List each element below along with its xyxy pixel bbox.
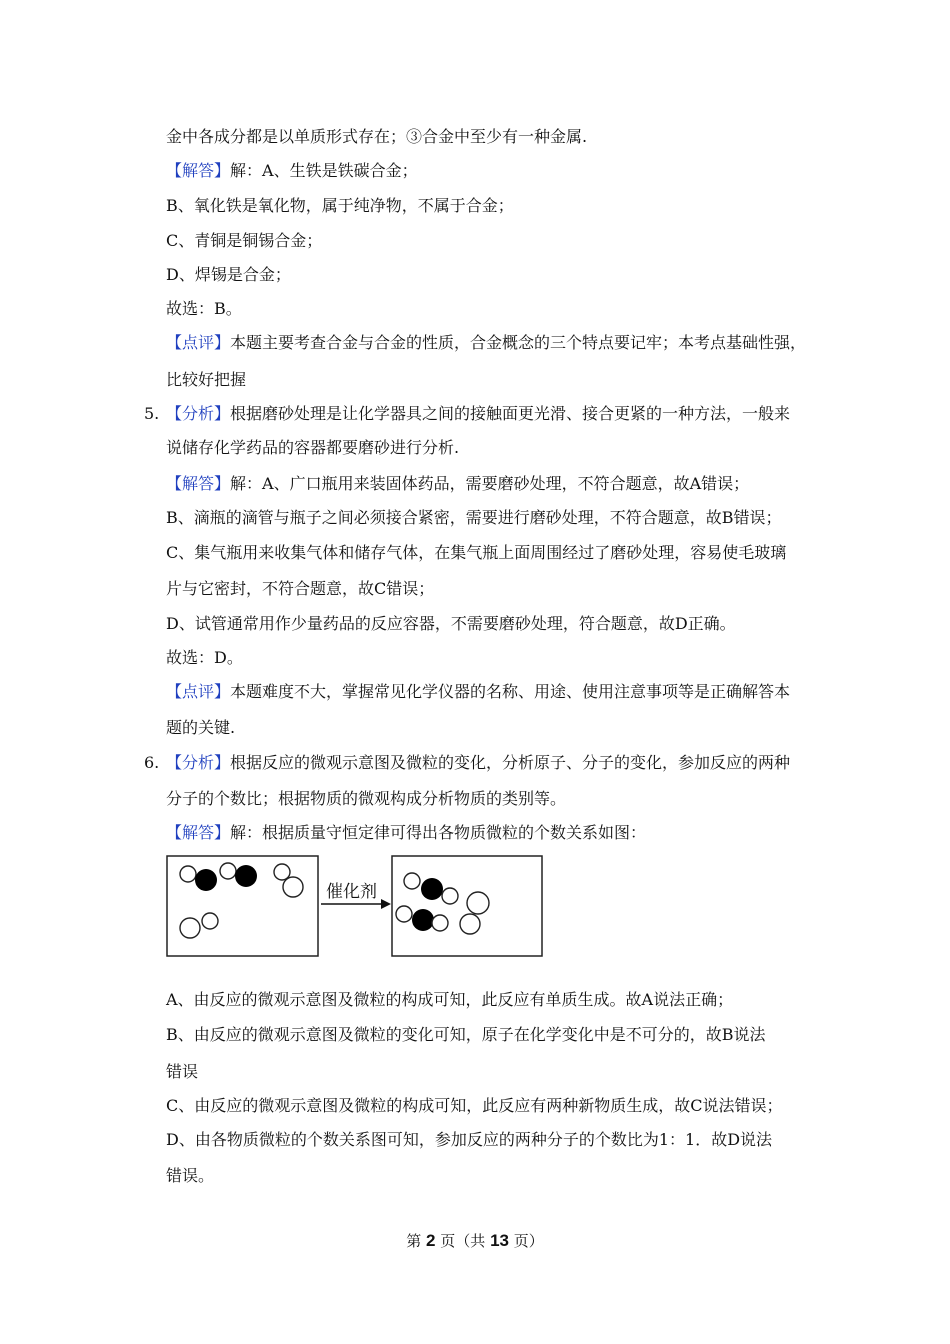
atom-white [432, 915, 448, 931]
atom-black [235, 865, 257, 887]
section-tag: 【分析】 [166, 404, 231, 423]
line-text: C、由反应的微观示意图及微粒的构成可知，此反应有两种新物质生成，故C说法错误； [166, 1096, 783, 1115]
text-line [166, 1130, 772, 1150]
text-line [166, 1096, 783, 1116]
line-text: 分子的个数比；根据物质的微观构成分析物质的类别等。 [166, 789, 567, 808]
line-text: 错误。 [166, 1166, 215, 1185]
atom-white [404, 873, 420, 889]
text-line [166, 508, 782, 528]
question-number: 5. [144, 404, 160, 423]
text-line [166, 579, 434, 599]
footer-total-pages: 13 [490, 1231, 509, 1250]
line-text: 错误 [166, 1062, 199, 1081]
line-text: 说储存化学药品的容器都要磨砂进行分析. [166, 438, 460, 457]
text-line [166, 753, 790, 773]
footer-prefix: 第 [406, 1232, 422, 1250]
text-line [166, 231, 322, 251]
atom-black [412, 909, 434, 931]
atom-black [195, 869, 217, 891]
text-line [166, 682, 790, 702]
atom-white [460, 914, 480, 934]
line-text: 解：A、广口瓶用来装固体药品，需要磨砂处理，不符合题意，故A错误； [230, 474, 750, 493]
text-line [166, 990, 733, 1010]
atom-white [180, 866, 196, 882]
line-text: 根据磨砂处理是让化学器具之间的接触面更光滑、接合更紧的一种方法，一般来 [230, 404, 791, 423]
line-text: 根据反应的微观示意图及微粒的变化，分析原子、分子的变化，参加反应的两种 [230, 753, 791, 772]
catalyst-label: 催化剂 [326, 882, 377, 901]
line-text: 比较好把握 [166, 370, 247, 389]
line-text: D、试管通常用作少量药品的反应容器，不需要磨砂处理，符合题意，故D正确。 [166, 614, 736, 633]
text-line [166, 543, 786, 563]
text-line [166, 438, 459, 458]
line-text: C、青铜是铜锡合金； [166, 231, 323, 250]
section-tag: 【点评】 [166, 333, 231, 352]
text-line [166, 718, 235, 738]
section-tag: 【点评】 [166, 682, 231, 701]
text-line [166, 1025, 766, 1045]
footer-mid: 页（共 [440, 1232, 486, 1250]
line-text: 题的关键. [166, 718, 236, 737]
line-text: B、滴瓶的滴管与瓶子之间必须接合紧密，需要进行磨砂处理，不符合题意，故B错误； [166, 508, 782, 527]
footer-suffix: 页） [513, 1232, 544, 1250]
line-text: 本题难度不大，掌握常见化学仪器的名称、用途、使用注意事项等是正确解答本 [230, 682, 791, 701]
line-text: A、由反应的微观示意图及微粒的构成可知，此反应有单质生成。故A说法正确； [166, 990, 734, 1009]
line-text: 本题主要考查合金与合金的性质，合金概念的三个特点要记牢；本考点基础性强， [230, 333, 807, 352]
atom-white [467, 892, 489, 914]
text-line [166, 370, 246, 390]
atom-white [274, 864, 290, 880]
line-text: 故选：B。 [166, 299, 242, 318]
line-text: 解：根据质量守恒定律可得出各物质微粒的个数关系如图： [230, 823, 647, 842]
text-line [166, 474, 749, 494]
section-tag: 【分析】 [166, 753, 231, 772]
line-text: C、集气瓶用来收集气体和储存气体，在集气瓶上面周围经过了磨砂处理，容易使毛玻璃 [166, 543, 787, 562]
text-line [166, 823, 646, 843]
section-tag: 【解答】 [166, 161, 231, 180]
question-number: 6. [144, 753, 160, 772]
text-line [166, 127, 587, 147]
section-tag: 【解答】 [166, 474, 231, 493]
atom-white [202, 913, 218, 929]
reaction-diagram [166, 852, 546, 962]
line-text: B、氧化铁是氧化物，属于纯净物，不属于合金； [166, 196, 514, 215]
section-tag: 【解答】 [166, 823, 231, 842]
reaction-diagram-svg [166, 852, 546, 962]
line-text: D、由各物质微粒的个数关系图可知，参加反应的两种分子的个数比为1：1．故D说法 [166, 1130, 773, 1149]
text-line [166, 614, 736, 634]
text-line [166, 404, 790, 424]
atom-white [396, 906, 412, 922]
footer-page-number: 2 [426, 1231, 436, 1250]
atom-white [442, 888, 458, 904]
text-line [166, 265, 291, 285]
atom-white [180, 918, 200, 938]
text-line [166, 1062, 198, 1082]
text-line [166, 299, 242, 319]
line-text: D、焊锡是合金； [166, 265, 291, 284]
line-text: 片与它密封，不符合题意，故C错误； [166, 579, 435, 598]
line-text: 金中各成分都是以单质形式存在；③合金中至少有一种金属. [166, 127, 588, 146]
text-line [166, 161, 418, 181]
text-line [166, 789, 566, 809]
text-line [166, 648, 243, 668]
page-footer [0, 1230, 950, 1251]
atom-white [283, 877, 303, 897]
text-line [166, 333, 806, 353]
atom-white [220, 863, 236, 879]
text-line [166, 196, 514, 216]
arrow-head [381, 899, 391, 909]
line-text: 解：A、生铁是铁碳合金； [230, 161, 418, 180]
atom-black [421, 878, 443, 900]
line-text: 故选：D。 [166, 648, 243, 667]
text-line [166, 1166, 214, 1186]
line-text: B、由反应的微观示意图及微粒的变化可知，原子在化学变化中是不可分的，故B说法 [166, 1025, 766, 1044]
